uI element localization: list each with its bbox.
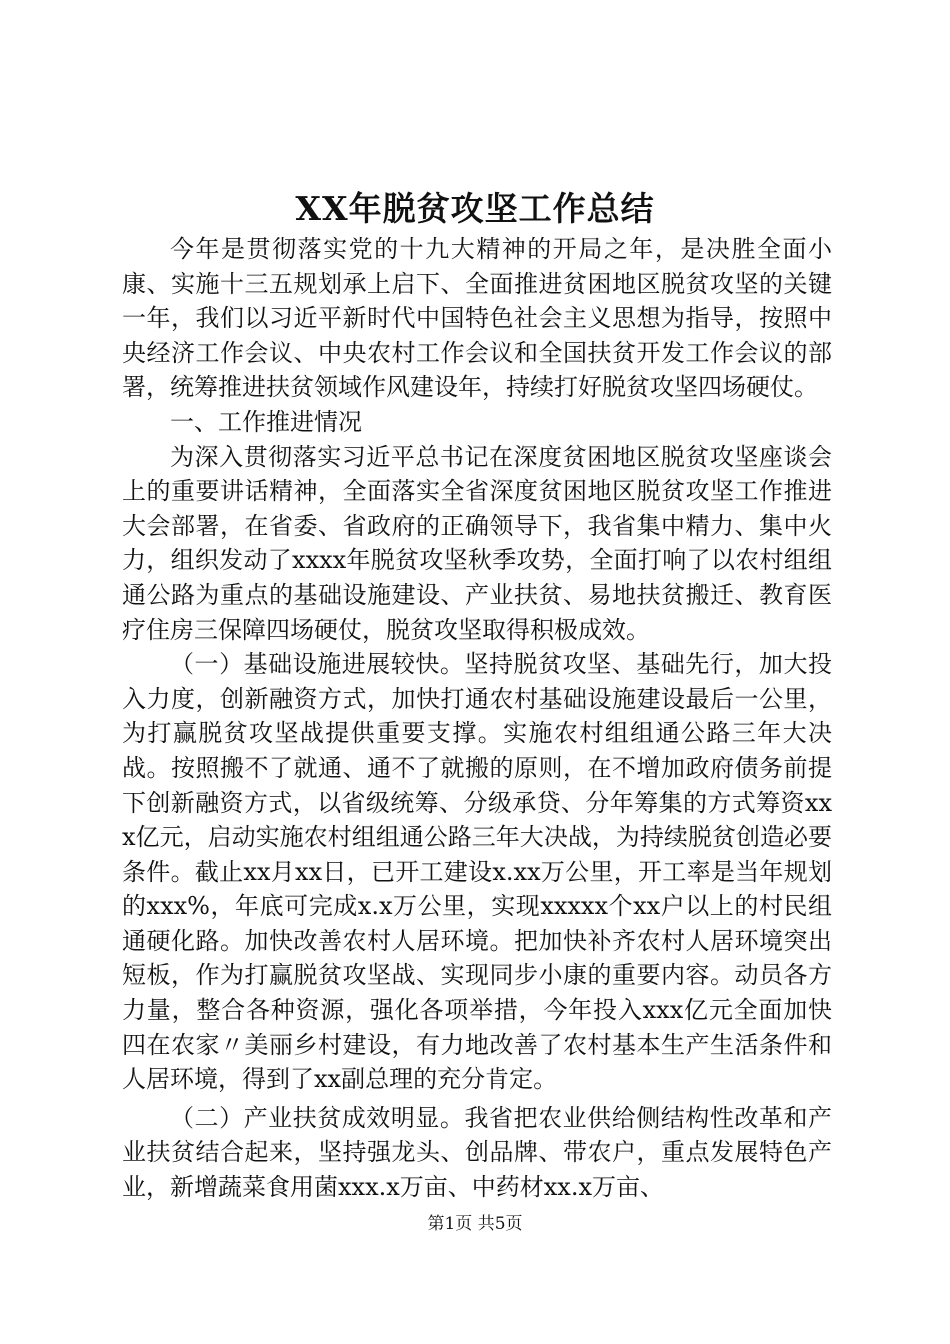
page-number-footer: 第1页 共5页: [427, 1214, 523, 1234]
intro-paragraph: 今年是贯彻落实党的十九大精神的开局之年，是决胜全面小康、实施十三五规划承上启下、全面推进贫困地区脱贫攻坚的关键一年，我们以习近平新时代中国特色社会主义思想为指导，按照中央经济工作会议、中央农村工作会议和全国扶贫开发工作会议的部署，统筹推进扶贫领域作风建设年，持续打好脱贫攻坚四场硬仗。: [122, 235, 832, 402]
document-body: [122, 232, 832, 1205]
document-title: XX年脱贫攻坚工作总结: [295, 189, 655, 228]
infrastructure-paragraph: （一）基础设施进展较快。坚持脱贫攻坚、基础先行，加大投入力度，创新融资方式，加快打通农村基础设施建设最后一公里，为打赢脱贫攻坚战提供重要支撑。实施农村组组通公路三年大决战。按照搬不了就通、通不了就搬的原则，在不增加政府债务前提下创新融资方式，以省级统筹、分级承贷、分年筹集的方式筹资xxx亿元，启动实施农村组组通公路三年大决战，为持续脱贫创造必要条件。截止xx月xx日，已开工建设x.xx万公里，开工率是当年规划的xxx%，年底可完成x.x万公里，实现xxxxx个xx户以上的村民组通硬化路。加快改善农村人居环境。把加快补齐农村人居环境突出短板，作为打赢脱贫攻坚战、实现同步小康的重要内容。动员各方力量，整合各种资源，强化各项举措，今年投入xxx亿元全面加快四在农家〃美丽乡村建设，有力地改善了农村基本生产生活条件和人居环境，得到了xx副总理的充分肯定。: [122, 650, 832, 1094]
work-progress-paragraph: 为深入贯彻落实习近平总书记在深度贫困地区脱贫攻坚座谈会上的重要讲话精神，全面落实全省深度贫困地区脱贫攻坚工作推进大会部署，在省委、省政府的正确领导下，我省集中精力、集中火力，组织发动了xxxx年脱贫攻坚秋季攻势，全面打响了以农村组组通公路为重点的基础设施建设、产业扶贫、易地扶贫搬迁、教育医疗住房三保障四场硬仗，脱贫攻坚取得积极成效。: [122, 442, 832, 644]
industry-poverty-paragraph: （二）产业扶贫成效明显。我省把农业供给侧结构性改革和产业扶贫结合起来，坚持强龙头、创品牌、带农户，重点发展特色产业，新增蔬菜食用菌xxx.x万亩、中药材xx.x万亩、: [122, 1103, 832, 1202]
section-heading-work-progress: 一、工作推进情况: [170, 407, 362, 436]
